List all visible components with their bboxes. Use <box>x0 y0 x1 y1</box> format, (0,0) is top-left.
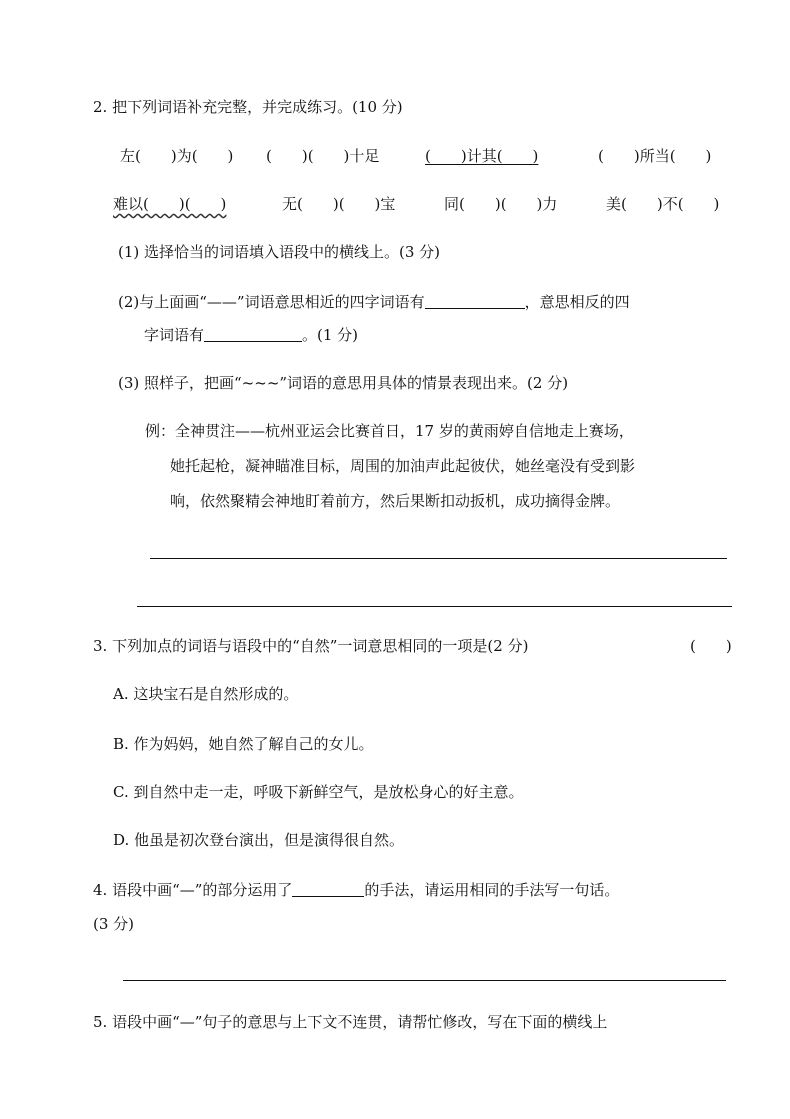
q3-title: 3. 下列加点的词语与语段中的“自然”一词意思相同的一项是(2 分) <box>93 637 529 655</box>
q2-sub2-line2 <box>144 325 358 345</box>
q4-prefix: 4. 语段中画“—”的部分运用了 <box>93 881 293 899</box>
synonym-answer-blank[interactable] <box>425 293 525 309</box>
idiom-blank-4[interactable]: ( )所当( ) <box>598 147 712 165</box>
q3-option-b[interactable]: B. 作为妈妈，她自然了解自己的女儿。 <box>113 735 374 753</box>
q4-technique-blank[interactable] <box>292 881 364 897</box>
idiom-blank-1[interactable]: 左( )为( ) <box>120 147 234 165</box>
q2-sub2-line2-prefix: 字词语有 <box>144 326 205 344</box>
q2-example-line1: 例：全神贯注——杭州亚运会比赛首日，17 岁的黄雨婷自信地走上赛场， <box>145 422 634 440</box>
q2-answer-line-2[interactable] <box>137 606 732 607</box>
q2-example-line3: 响，依然聚精会神地盯着前方，然后果断扣动扳机，成功摘得金牌。 <box>170 492 621 510</box>
q2-example-line2: 她托起枪，凝神瞄准目标，周围的加油声此起彼伏，她丝毫没有受到影 <box>170 457 636 475</box>
q4-score: (3 分) <box>93 915 135 933</box>
q4-answer-line[interactable] <box>123 980 726 981</box>
idiom-blank-5[interactable]: 难以( )( ) <box>113 195 227 213</box>
q3-option-d[interactable]: D. 他虽是初次登台演出，但是演得很自然。 <box>113 831 405 849</box>
idiom-blank-6[interactable]: 无( )( )宝 <box>282 195 396 213</box>
q3-option-a[interactable]: A. 这块宝石是自然形成的。 <box>113 685 299 703</box>
antonym-answer-blank[interactable] <box>204 326 302 342</box>
idiom-blank-8[interactable]: 美( )不( ) <box>606 195 720 213</box>
q4-suffix: 的手法，请运用相同的手法写一句话。 <box>364 881 620 899</box>
idiom-blank-2[interactable]: ( )( )十足 <box>266 147 380 165</box>
idiom-blank-3[interactable]: ( )计其( ) <box>425 147 539 165</box>
q5-text: 5. 语段中画“—”句子的意思与上下文不连贯，请帮忙修改，写在下面的横线上 <box>93 1013 608 1031</box>
q2-sub1: (1) 选择恰当的词语填入语段中的横线上。(3 分) <box>118 243 441 261</box>
q3-answer-bracket[interactable]: ( ) <box>690 637 732 655</box>
q2-sub2-suffix: ，意思相反的四 <box>524 293 630 311</box>
q2-sub2-prefix: (2)与上面画“——”词语意思相近的四字词语有 <box>118 293 425 311</box>
q2-sub3: (3) 照样子，把画“~~~”词语的意思用具体的情景表现出来。(2 分) <box>118 374 569 392</box>
q2-answer-line-1[interactable] <box>150 558 727 559</box>
q2-sub2-line2-suffix: 。(1 分) <box>302 326 359 344</box>
q2-sub2-line1 <box>118 292 630 312</box>
q2-title: 2. 把下列词语补充完整，并完成练习。(10 分) <box>93 98 403 116</box>
q3-option-c[interactable]: C. 到自然中走一走，呼吸下新鲜空气，是放松身心的好主意。 <box>113 783 524 801</box>
idiom-blank-7[interactable]: 同( )( )力 <box>444 195 558 213</box>
q4-line1 <box>93 880 619 900</box>
